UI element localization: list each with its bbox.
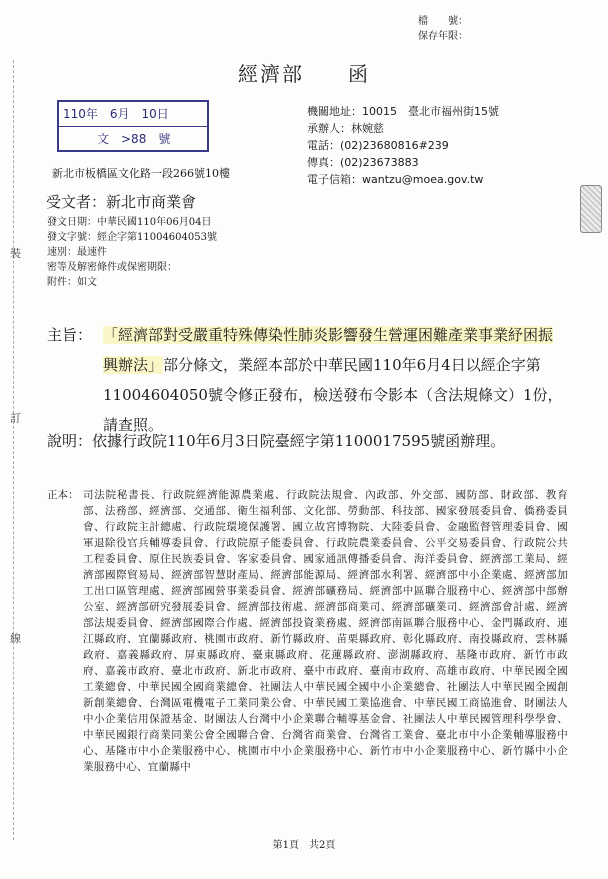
recipient: 受文者：新北市商業會	[46, 193, 197, 211]
document-meta	[47, 215, 217, 290]
explanation: 說明：依據行政院110年6月3日院臺經字第1100017595號函辦理。	[47, 432, 506, 450]
handler: 承辦人：林婉慈	[307, 122, 384, 135]
agency-address: 機關地址：10015 臺北市福州街15號	[307, 105, 499, 118]
subject-body	[103, 320, 567, 440]
stamp-number: 文 >88 號	[97, 132, 171, 146]
cc-recipients: 司法院秘書長、行政院經濟能源農業處、行政院法規會、內政部、外交部、國防部、財政部、教育部、法務部、經濟部、交通部、衛生福利部、文化部、勞動部、科技部、國家發展委員會、僑務委員會、行政院主計總處、行政院環境保護署、國立故宮博物院、大陸委員會、金融監督管理委員會、國軍退除役官兵輔導委員會、行政院原子能委員會、行政院農業委員會、公平交易委員會、行政院公共工程委員會、原住民族委員會、客家委員會、國家通訊傳播委員會、海洋委員會、經濟部工業局、經濟部國際貿易局、經濟部智慧財產局、經濟部能源局、經濟部水利署、經濟部中小企業處、經濟部加工出口區管理處、經濟部國營事業委員會、經濟部礦務局、經濟部中區聯合服務中心、經濟部中部辦公室、經濟部研究發展委員會、經濟部技術處、經濟部商業司、經濟部礦業司、經濟部會計處、經濟部法規委員會、經濟部國際合作處、經濟部投資業務處、經濟部南區聯合服務中心、金門縣政府、連江縣政府、宜蘭縣政府、桃園市政府、新竹縣政府、苗栗縣政府、彰化縣政府、南投縣政府、雲林縣政府、嘉義縣政府、屏東縣政府、臺東縣政府、花蓮縣政府、澎湖縣政府、基隆市政府、新竹市政府、嘉義市政府、臺北市政府、新北市政府、臺中市政府、臺南市政府、高雄市政府、中華民國全國工業總會、中華民國全國商業總會、社團法人中華民國全國中小企業總會、社團法人中華民國全國創新創業總會、台灣區電機電子工業同業公會、中華民國工業協進會、中華民國工商協進會、財團法人中小企業信用保證基金、財團法人台灣中小企業聯合輔導基金會、社團法人中華民國管理科學學會、中華民國銀行商業同業公會全國聯合會、台灣省商業會、台灣省工業會、臺北市中小企業輔導服務中心、基隆市中小企業服務中心、桃園市中小企業服務中心、新竹市中小企業服務中心、新竹縣中小企業服務中心、宜蘭縣中	[83, 489, 568, 773]
cc-label: 正本：	[47, 489, 79, 501]
binding-mark-bottom: 線	[10, 632, 21, 645]
binding-mark-middle: 訂	[10, 412, 21, 425]
sender-address: 新北市板橋區文化路一段266號10樓	[52, 167, 230, 180]
document-title: 經濟部 函	[238, 62, 370, 86]
binding-mark-top: 裝	[10, 247, 21, 260]
receipt-stamp	[57, 100, 209, 152]
contact-block	[307, 103, 499, 188]
seal-stamp	[580, 185, 602, 233]
security-level: 密等及解密條件或保密期限：	[47, 262, 177, 273]
speed-class: 速別：最速件	[47, 247, 107, 258]
file-number-label: 檔 號：	[418, 16, 468, 27]
stamp-date: 110年 6月 10日	[59, 102, 207, 127]
phone: 電話：(02)23680816#239	[307, 139, 449, 152]
page-footer: 第1頁 共2頁	[272, 840, 336, 851]
issue-number: 發文字號：經企字第11004604053號	[47, 232, 217, 243]
email: 電子信箱：wantzu@moea.gov.tw	[307, 173, 484, 186]
retention-label: 保存年限：	[418, 31, 468, 42]
binding-line	[13, 60, 14, 840]
fax: 傳真：(02)23673883	[307, 156, 419, 169]
subject-label: 主旨：	[47, 326, 93, 344]
attachment: 附件：如文	[47, 277, 97, 288]
subject-highlight: 「經濟部對受嚴重特殊傳染性肺炎影響發生營運困難產業事業紓困振興辦法」	[103, 326, 554, 374]
subject-rest: 部分條文，業經本部於中華民國110年6月4日以經企字第11004604050號令修正發布，檢送發布令影本（含法規條文）1份，請查照。	[103, 356, 563, 434]
issue-date: 發文日期：中華民國110年06月04日	[47, 217, 212, 228]
